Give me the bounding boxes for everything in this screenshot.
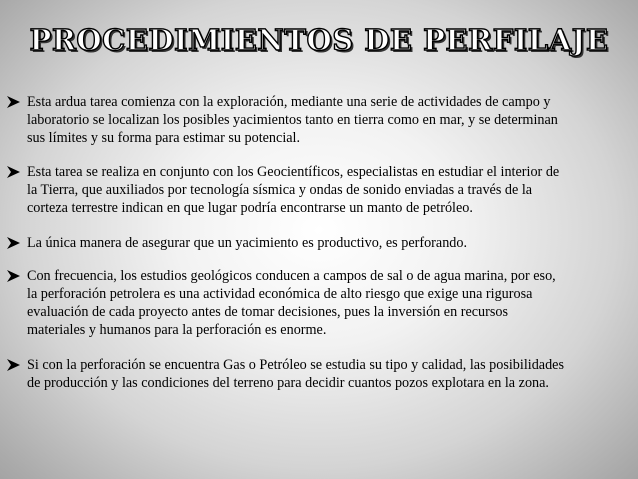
- bullet-item: [7, 93, 631, 147]
- arrowhead-bullet-icon: [7, 234, 21, 252]
- bullet-line: corteza terrestre indican en que lugar podría encontrarse un manto de petróleo.: [27, 200, 473, 216]
- bullet-line: la perforación petrolera es una actividad económica de alto riesgo que exige una rigurosa: [27, 286, 533, 302]
- arrowhead-bullet-icon: [7, 267, 21, 285]
- bullet-line: la Tierra, que auxiliados por tecnología sísmica y ondas de sonido enviadas a través de la: [27, 182, 533, 198]
- bullet-line: Si con la perforación se encuentra Gas o Petróleo se estudia su tipo y calidad, las posibilidades: [27, 357, 565, 373]
- bullet-item: [7, 267, 631, 339]
- bullet-line: materiales y humanos para la perforación es enorme.: [27, 322, 327, 338]
- bullet-line: Esta ardua tarea comienza con la exploración, mediante una serie de actividades de campo y: [27, 94, 551, 110]
- bullet-line: laboratorio se localizan los posibles yacimientos tanto en tierra como en mar, y se determinan: [27, 112, 558, 128]
- bullet-item: [7, 163, 631, 217]
- arrowhead-bullet-icon: [7, 356, 21, 374]
- arrowhead-bullet-icon: [7, 163, 21, 181]
- bullet-item: [7, 356, 631, 392]
- bullet-line: sus límites y su forma para estimar su potencial.: [27, 130, 301, 146]
- bullet-line: evaluación de cada proyecto antes de tomar decisiones, pues la inversión en recursos: [27, 304, 509, 320]
- bullet-list: [7, 93, 631, 392]
- slide-title: PROCEDIMIENTOS DE PERFILAJE: [29, 23, 609, 57]
- bullet-item: [7, 234, 631, 252]
- bullet-line: de producción y las condiciones del terreno para decidir cuantos pozos explotara en la zona.: [27, 375, 549, 391]
- bullet-line: Con frecuencia, los estudios geológicos conducen a campos de sal o de agua marina, por eso,: [27, 268, 556, 284]
- arrowhead-bullet-icon: [7, 93, 21, 111]
- bullet-line: La única manera de asegurar que un yacimiento es productivo, es perforando.: [27, 235, 468, 251]
- bullet-line: Esta tarea se realiza en conjunto con los Geocientíficos, especialistas en estudiar el interior de: [27, 164, 560, 180]
